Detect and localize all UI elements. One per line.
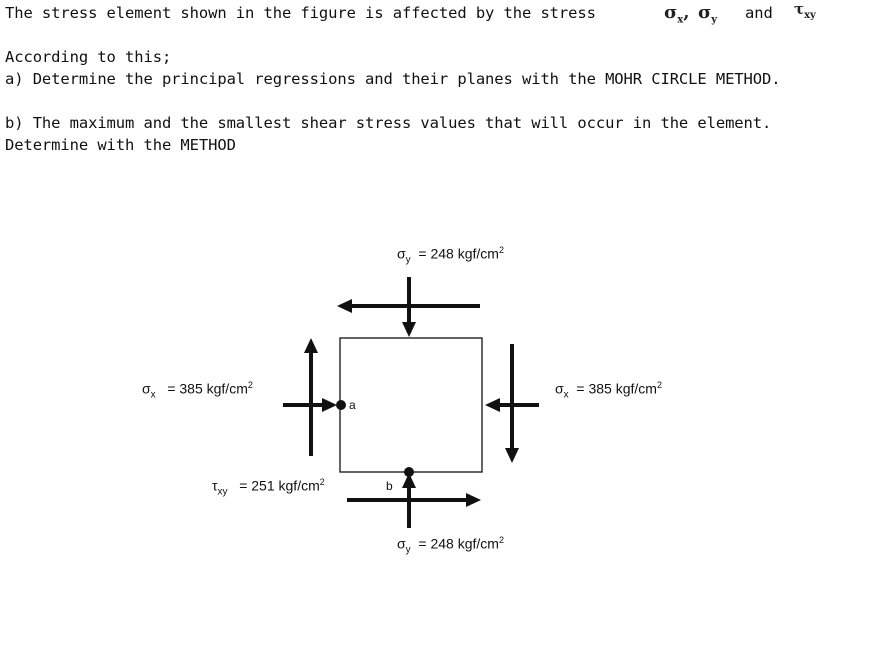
sigma-y-symbol: $\sigma_y$ xyxy=(698,2,718,26)
point-b-dot xyxy=(404,467,414,477)
point-a-dot xyxy=(336,400,346,410)
problem-line-1: The stress element shown in the figure is affected by the stress xyxy=(5,4,596,22)
problem-line-5: Determine with the METHOD xyxy=(5,136,236,154)
sigma-y-bottom-label: $\sigma_y = 248$ kgf/$cm^2$ xyxy=(397,535,504,556)
sigma-x-right-label: $\sigma_x = 385$ kgf/$cm^2$ xyxy=(555,380,662,401)
stress-element-square xyxy=(340,338,482,472)
sigma-x-symbol: $\sigma_x$, xyxy=(664,2,690,26)
point-b-label: b xyxy=(386,479,393,493)
sigma-y-top-label: $\sigma_y = 248$ kgf/$cm^2$ xyxy=(397,245,504,266)
problem-line-4: b) The maximum and the smallest shear stress values that will occur in the element. xyxy=(5,114,772,132)
tau-xy-symbol: $\tau_{xy}$ xyxy=(794,0,816,21)
and-word: and xyxy=(745,4,773,22)
problem-line-3: a) Determine the principal regressions and their planes with the MOHR CIRCLE METHOD. xyxy=(5,70,781,88)
problem-line-2: According to this; xyxy=(5,48,172,66)
tau-xy-label: $\tau_{xy}$ = 251 kgf/$cm^2$ xyxy=(212,477,325,498)
sigma-x-left-label: $\sigma_x$ = 385 kgf/$cm^2$ xyxy=(142,380,253,401)
point-a-label: a xyxy=(349,398,356,412)
